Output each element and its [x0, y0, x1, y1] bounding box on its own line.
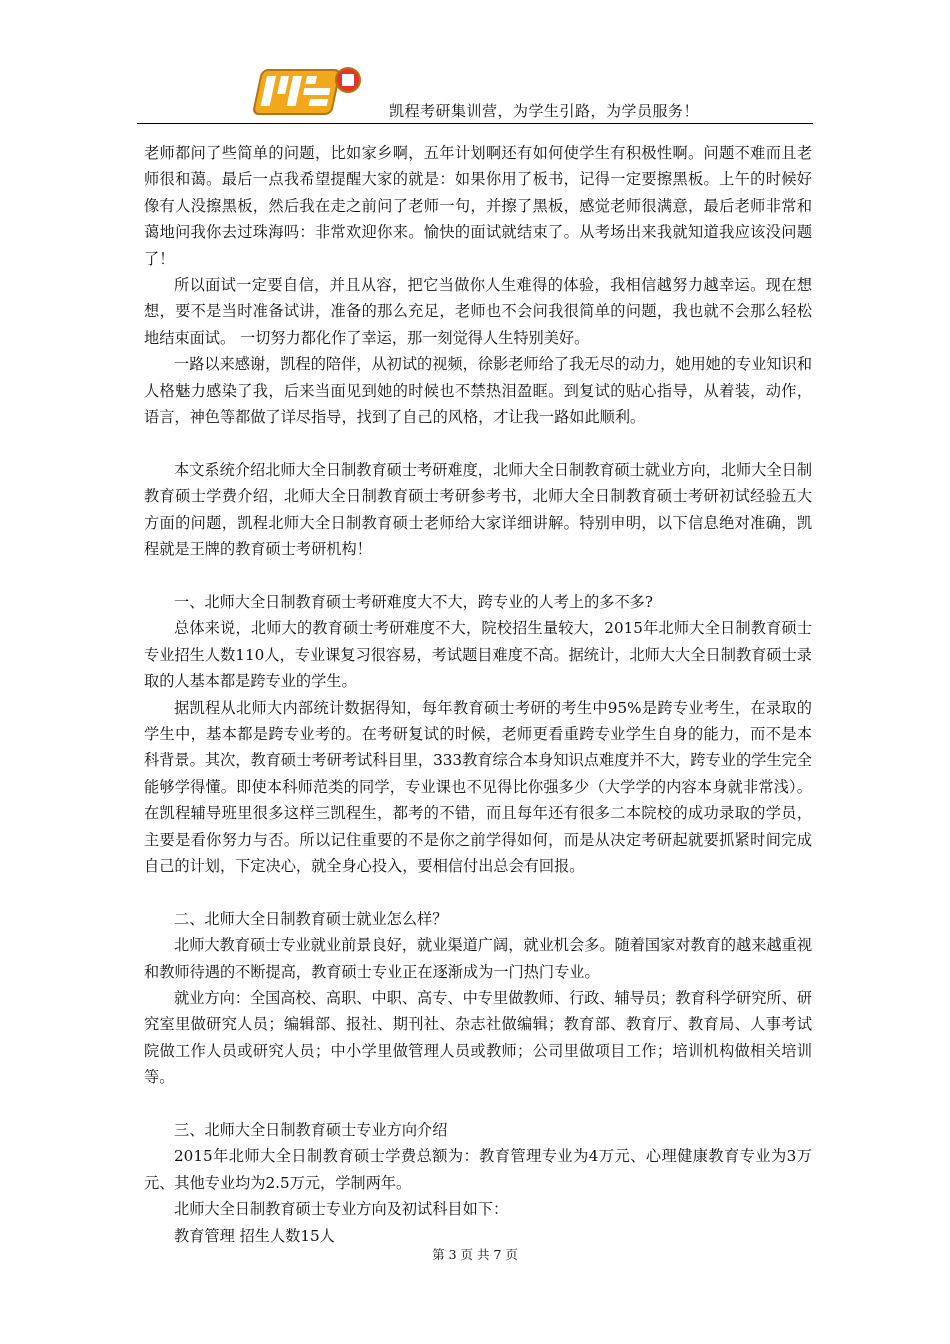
paragraph: 总体来说，北师大的教育硕士考研难度不大，院校招生量较大，2015年北师大全日制教育硕士专业招生人数110人，专业课复习很容易，考试题目难度不高。据统计，北师大大全日制教育硕士录取的人基本都是跨专业的学生。 [144, 619, 812, 691]
paragraph: 北师大教育硕士专业就业前景良好，就业渠道广阔，就业机会多。随着国家对教育的越来越重视和教师待遇的不断提高，教育硕士专业正在逐渐成为一门热门专业。 [144, 936, 812, 981]
paragraph: 老师都问了些简单的问题，比如家乡啊，五年计划啊还有如何使学生有积极性啊。问题不难而且老师很和蔼。最后一点我希望提醒大家的就是：如果你用了板书，记得一定要擦黑板。上午的时候好像有人没擦黑板，然后我在走之前问了老师一句，并擦了黑板，感觉老师很满意，最后老师非常和蔼地问我你去过珠海吗：非常欢迎你来。愉快的面试就结束了。从考场出来我就知道我应该没问题了！ [144, 144, 812, 268]
page-header [137, 58, 813, 124]
paragraph: 据凯程从北师大内部统计数据得知，每年教育硕士考研的考生中95%是跨专业考生，在录取的学生中，基本都是跨专业考的。在考研复试的时候，老师更看重跨专业学生自身的能力，而不是本科背景。其次，教育硕士考研考试科目里，333教育综合本身知识点难度并不大，跨专业的学生完全能够学得懂。即使本科师范类的同学，专业课也不见得比你强多少（大学学的内容本身就非常浅）。在凯程辅导班里很多这样三凯程生，都考的不错，而且每年还有很多二本院校的成功录取的学员，主要是看你努力与否。所以记住重要的不是你之前学得如何，而是从决定考研起就要抓紧时间完成自己的计划，下定决心，就全身心投入，要相信付出总会有回报。 [144, 698, 812, 875]
paragraph: 一路以来感谢，凯程的陪伴，从初试的视频，徐影老师给了我无尽的动力，她用她的专业知识和人格魅力感染了我，后来当面见到她的时候也不禁热泪盈眶。到复试的贴心指导，从着装，动作，语言，神色等都做了详尽指导，找到了自己的风格，才让我一路如此顺利。 [144, 355, 812, 427]
header-divider [137, 123, 813, 124]
section-heading: 三、北师大全日制教育硕士专业方向介绍 [174, 1120, 448, 1139]
document-body [144, 140, 812, 1249]
kaicheng-logo [252, 62, 372, 118]
paragraph: 2015年北师大全日制教育硕士学费总额为：教育管理专业为4万元、心理健康教育专业为3万元、其他专业均为2.5万元，学制两年。 [144, 1147, 812, 1192]
paragraph: 本文系统介绍北师大全日制教育硕士考研难度，北师大全日制教育硕士就业方向，北师大全日制教育硕士学费介绍，北师大全日制教育硕士考研参考书，北师大全日制教育硕士考研初试经验五大方面的问题，凯程北师大全日制教育硕士老师给大家详细讲解。特别申明，以下信息绝对准确，凯程就是王牌的教育硕士考研机构！ [144, 460, 812, 559]
section-heading: 二、北师大全日制教育硕士就业怎么样？ [174, 909, 448, 928]
paragraph: 北师大全日制教育硕士专业方向及初试科目如下： [174, 1200, 509, 1219]
section-heading: 一、北师大全日制教育硕士考研难度大不大，跨专业的人考上的多不多? [174, 592, 653, 611]
paragraph: 所以面试一定要自信，并且从容，把它当做你人生难得的体验，我相信越努力越幸运。现在想想，要不是当时准备试讲，准备的那么充足，老师也不会问我很简单的问题，我也就不会那么轻松地结束面试。 一切努力都化作了幸运，那一刻觉得人生特别美好。 [144, 276, 812, 347]
header-slogan: 凯程考研集训营，为学生引路，为学员服务！ [389, 102, 700, 120]
paragraph: 教育管理 招生人数15人 [174, 1226, 335, 1245]
paragraph: 就业方向：全国高校、高职、中职、高专、中专里做教师、行政、辅导员；教育科学研究所、研究室里做研究人员；编辑部、报社、期刊社、杂志社做编辑；教育部、教育厅、教育局、人事考试院做工作人员或研究人员；中小学里做管理人员或教师；公司里做项目工作；培训机构做相关培训等。 [144, 988, 812, 1087]
page-number: 第 3 页 共 7 页 [432, 1247, 518, 1262]
